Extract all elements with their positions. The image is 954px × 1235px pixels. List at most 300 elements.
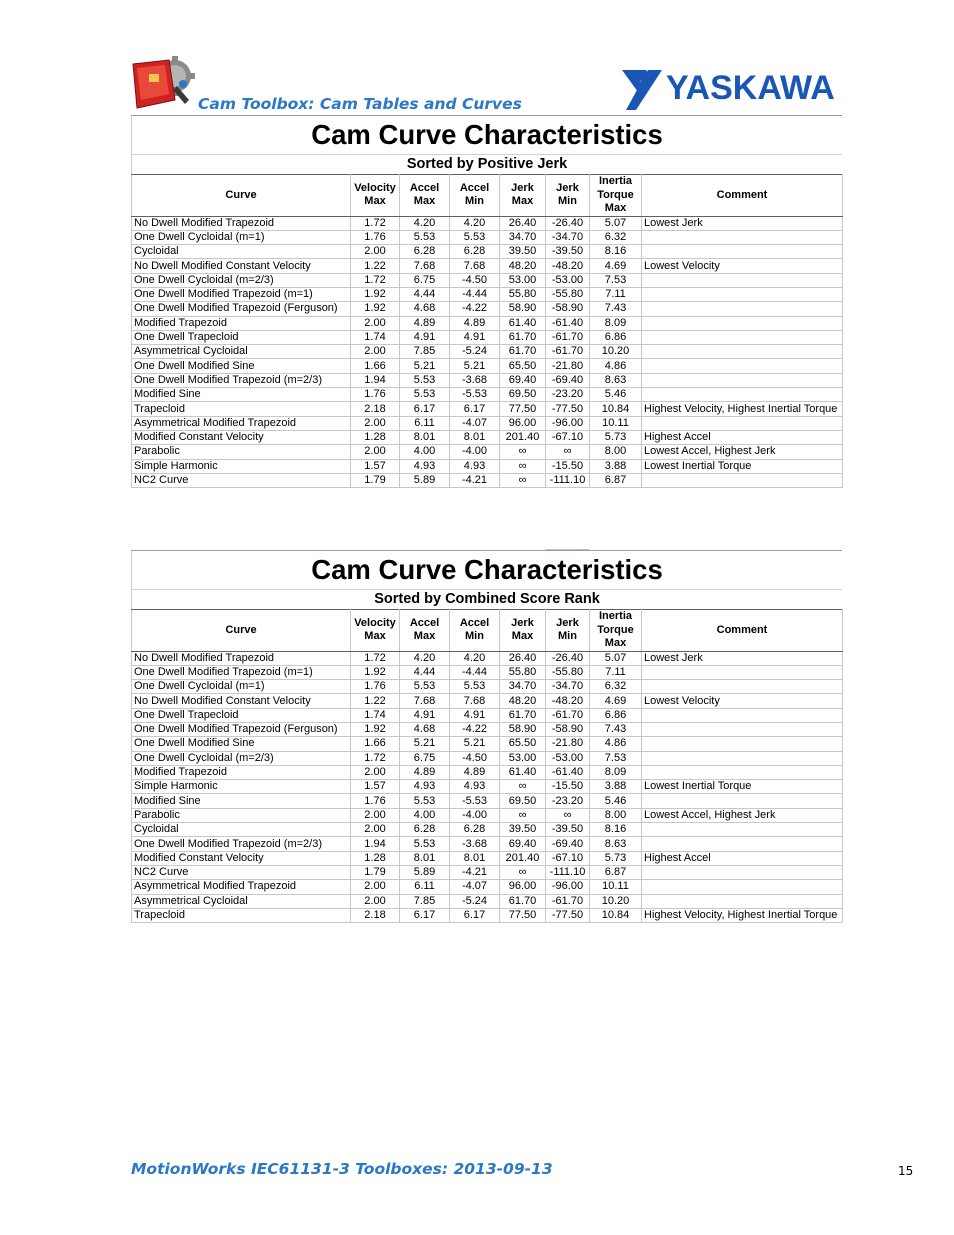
accel-max-cell: 5.21 — [400, 737, 450, 751]
jerk-max-cell: 48.20 — [500, 259, 546, 273]
jerk-max-cell: 77.50 — [500, 908, 546, 922]
jerk-min-cell: -61.70 — [546, 345, 590, 359]
comment-cell: Highest Velocity, Highest Inertial Torque — [642, 908, 843, 922]
curve-name-cell: NC2 Curve — [132, 473, 351, 487]
inertia-torque-max-cell: 10.84 — [590, 908, 642, 922]
accel-max-cell: 6.17 — [400, 908, 450, 922]
inertia-torque-max-cell: 5.07 — [590, 651, 642, 665]
curve-name-cell: No Dwell Modified Constant Velocity — [132, 694, 351, 708]
table-title: Cam Curve Characteristics — [131, 551, 842, 590]
accel-max-cell: 5.89 — [400, 473, 450, 487]
velocity-max-cell: 2.00 — [351, 823, 400, 837]
jerk-max-cell: ∞ — [500, 445, 546, 459]
velocity-max-cell: 1.92 — [351, 722, 400, 736]
cam-curve-table-positive-jerk — [131, 174, 843, 488]
accel-max-cell: 5.53 — [400, 680, 450, 694]
velocity-max-cell: 1.72 — [351, 651, 400, 665]
accel-min-cell: 8.01 — [450, 430, 500, 444]
curve-name-cell: One Dwell Modified Trapezoid (Ferguson) — [132, 302, 351, 316]
comment-cell — [642, 794, 843, 808]
col-accel-min: Accel Min — [450, 610, 500, 652]
velocity-max-cell: 1.72 — [351, 273, 400, 287]
table-row — [132, 430, 843, 444]
jerk-max-cell: 55.80 — [500, 287, 546, 301]
accel-max-cell: 5.21 — [400, 359, 450, 373]
comment-cell — [642, 865, 843, 879]
inertia-torque-max-cell: 8.63 — [590, 373, 642, 387]
velocity-max-cell: 1.92 — [351, 665, 400, 679]
jerk-min-cell: -53.00 — [546, 751, 590, 765]
accel-max-cell: 4.91 — [400, 708, 450, 722]
accel-min-cell: 4.89 — [450, 765, 500, 779]
jerk-min-cell: -39.50 — [546, 823, 590, 837]
accel-max-cell: 4.89 — [400, 765, 450, 779]
inertia-torque-max-cell: 5.07 — [590, 216, 642, 230]
jerk-max-cell: 39.50 — [500, 245, 546, 259]
jerk-max-cell: 34.70 — [500, 680, 546, 694]
velocity-max-cell: 2.00 — [351, 880, 400, 894]
curve-name-cell: Modified Constant Velocity — [132, 851, 351, 865]
accel-max-cell: 7.85 — [400, 345, 450, 359]
jerk-max-cell: 61.70 — [500, 894, 546, 908]
col-comment: Comment — [642, 175, 843, 217]
jerk-min-cell: ∞ — [546, 808, 590, 822]
accel-min-cell: 4.91 — [450, 330, 500, 344]
accel-max-cell: 5.53 — [400, 837, 450, 851]
table-subtitle: Sorted by Combined Score Rank — [131, 590, 842, 609]
table-subtitle: Sorted by Positive Jerk — [131, 155, 842, 174]
jerk-min-cell: -15.50 — [546, 459, 590, 473]
curve-name-cell: Cycloidal — [132, 245, 351, 259]
curve-name-cell: Trapecloid — [132, 908, 351, 922]
curve-name-cell: One Dwell Modified Sine — [132, 359, 351, 373]
accel-max-cell: 6.11 — [400, 880, 450, 894]
yaskawa-logo — [622, 66, 844, 110]
jerk-max-cell: 58.90 — [500, 302, 546, 316]
jerk-max-cell: ∞ — [500, 473, 546, 487]
accel-max-cell: 8.01 — [400, 851, 450, 865]
jerk-max-cell: ∞ — [500, 459, 546, 473]
accel-max-cell: 5.53 — [400, 373, 450, 387]
table-row — [132, 751, 843, 765]
curve-name-cell: Modified Sine — [132, 388, 351, 402]
inertia-torque-max-cell: 10.11 — [590, 416, 642, 430]
accel-max-cell: 5.53 — [400, 794, 450, 808]
inertia-torque-max-cell: 10.84 — [590, 402, 642, 416]
table-row — [132, 680, 843, 694]
jerk-min-cell: -48.20 — [546, 694, 590, 708]
accel-min-cell: 4.93 — [450, 459, 500, 473]
jerk-min-cell: -61.70 — [546, 708, 590, 722]
accel-max-cell: 8.01 — [400, 430, 450, 444]
curve-name-cell: One Dwell Cycloidal (m=1) — [132, 680, 351, 694]
comment-cell — [642, 837, 843, 851]
page-number: 15 — [898, 1164, 914, 1178]
accel-max-cell: 4.44 — [400, 287, 450, 301]
comment-cell — [642, 680, 843, 694]
curve-name-cell: One Dwell Modified Trapezoid (m=2/3) — [132, 837, 351, 851]
inertia-torque-max-cell: 7.11 — [590, 665, 642, 679]
table-row — [132, 402, 843, 416]
jerk-min-cell: -26.40 — [546, 651, 590, 665]
accel-min-cell: 6.28 — [450, 245, 500, 259]
jerk-min-cell: -67.10 — [546, 851, 590, 865]
accel-min-cell: -3.68 — [450, 373, 500, 387]
jerk-min-cell: -26.40 — [546, 216, 590, 230]
table-row — [132, 330, 843, 344]
inertia-torque-max-cell: 7.53 — [590, 273, 642, 287]
jerk-max-cell: 55.80 — [500, 665, 546, 679]
table-row — [132, 230, 843, 244]
accel-max-cell: 7.68 — [400, 259, 450, 273]
comment-cell — [642, 708, 843, 722]
header-title: Cam Toolbox: Cam Tables and Curves — [198, 95, 522, 113]
table-row — [132, 373, 843, 387]
comment-cell: Highest Velocity, Highest Inertial Torque — [642, 402, 843, 416]
jerk-max-cell: 96.00 — [500, 880, 546, 894]
comment-cell: Lowest Accel, Highest Jerk — [642, 445, 843, 459]
accel-max-cell: 5.53 — [400, 230, 450, 244]
curve-name-cell: Asymmetrical Cycloidal — [132, 345, 351, 359]
table-row — [132, 316, 843, 330]
jerk-max-cell: ∞ — [500, 780, 546, 794]
inertia-torque-max-cell: 8.16 — [590, 245, 642, 259]
accel-min-cell: 5.21 — [450, 359, 500, 373]
inertia-torque-max-cell: 10.20 — [590, 894, 642, 908]
col-velocity-max: Velocity Max — [351, 610, 400, 652]
col-jerk-min: Jerk Min — [546, 610, 590, 652]
accel-max-cell: 4.93 — [400, 780, 450, 794]
table-row — [132, 287, 843, 301]
curve-name-cell: Asymmetrical Modified Trapezoid — [132, 880, 351, 894]
col-inertia-torque-max: Inertia Torque Max — [590, 175, 642, 217]
accel-min-cell: 4.20 — [450, 651, 500, 665]
jerk-max-cell: 96.00 — [500, 416, 546, 430]
table-row — [132, 473, 843, 487]
velocity-max-cell: 1.74 — [351, 330, 400, 344]
curve-name-cell: Simple Harmonic — [132, 459, 351, 473]
jerk-max-cell: 53.00 — [500, 273, 546, 287]
jerk-min-cell: -77.50 — [546, 908, 590, 922]
velocity-max-cell: 1.76 — [351, 230, 400, 244]
curve-name-cell: One Dwell Cycloidal (m=1) — [132, 230, 351, 244]
comment-cell: Highest Accel — [642, 851, 843, 865]
jerk-max-cell: 61.70 — [500, 708, 546, 722]
table-row — [132, 216, 843, 230]
jerk-min-cell: -96.00 — [546, 416, 590, 430]
col-accel-max: Accel Max — [400, 610, 450, 652]
table-row — [132, 651, 843, 665]
curve-name-cell: One Dwell Cycloidal (m=2/3) — [132, 273, 351, 287]
jerk-max-cell: 201.40 — [500, 851, 546, 865]
inertia-torque-max-cell: 6.87 — [590, 865, 642, 879]
table-row — [132, 708, 843, 722]
accel-min-cell: 4.93 — [450, 780, 500, 794]
velocity-max-cell: 2.00 — [351, 808, 400, 822]
comment-cell: Lowest Jerk — [642, 651, 843, 665]
comment-cell: Highest Accel — [642, 430, 843, 444]
velocity-max-cell: 2.00 — [351, 894, 400, 908]
comment-cell: Lowest Jerk — [642, 216, 843, 230]
accel-min-cell: -3.68 — [450, 837, 500, 851]
curve-name-cell: Asymmetrical Modified Trapezoid — [132, 416, 351, 430]
table-row — [132, 694, 843, 708]
jerk-min-cell: ∞ — [546, 445, 590, 459]
inertia-torque-max-cell: 5.46 — [590, 388, 642, 402]
accel-min-cell: -5.24 — [450, 345, 500, 359]
velocity-max-cell: 1.92 — [351, 302, 400, 316]
accel-min-cell: 5.53 — [450, 230, 500, 244]
jerk-min-cell: -67.10 — [546, 430, 590, 444]
accel-max-cell: 7.85 — [400, 894, 450, 908]
inertia-torque-max-cell: 7.43 — [590, 722, 642, 736]
jerk-min-cell: -69.40 — [546, 837, 590, 851]
accel-min-cell: -4.21 — [450, 473, 500, 487]
comment-cell — [642, 359, 843, 373]
table-row — [132, 808, 843, 822]
jerk-max-cell: 65.50 — [500, 737, 546, 751]
comment-cell — [642, 373, 843, 387]
comment-cell: Lowest Accel, Highest Jerk — [642, 808, 843, 822]
cam-toolbox-logo-icon — [131, 56, 199, 112]
table-block-1 — [131, 115, 842, 488]
accel-min-cell: 6.17 — [450, 908, 500, 922]
jerk-max-cell: 48.20 — [500, 694, 546, 708]
curve-name-cell: Modified Trapezoid — [132, 765, 351, 779]
accel-min-cell: 4.91 — [450, 708, 500, 722]
jerk-max-cell: 69.40 — [500, 373, 546, 387]
table-row — [132, 359, 843, 373]
comment-cell — [642, 302, 843, 316]
jerk-max-cell: 26.40 — [500, 651, 546, 665]
comment-cell — [642, 245, 843, 259]
curve-name-cell: One Dwell Modified Trapezoid (m=1) — [132, 665, 351, 679]
accel-min-cell: -4.00 — [450, 808, 500, 822]
inertia-torque-max-cell: 10.20 — [590, 345, 642, 359]
velocity-max-cell: 2.18 — [351, 908, 400, 922]
accel-min-cell: -4.44 — [450, 665, 500, 679]
jerk-max-cell: 61.70 — [500, 345, 546, 359]
accel-max-cell: 4.00 — [400, 808, 450, 822]
inertia-torque-max-cell: 8.09 — [590, 765, 642, 779]
accel-max-cell: 6.11 — [400, 416, 450, 430]
jerk-min-cell: -48.20 — [546, 259, 590, 273]
velocity-max-cell: 1.72 — [351, 216, 400, 230]
accel-min-cell: -4.50 — [450, 751, 500, 765]
inertia-torque-max-cell: 7.53 — [590, 751, 642, 765]
jerk-max-cell: 201.40 — [500, 430, 546, 444]
jerk-min-cell: -111.10 — [546, 865, 590, 879]
jerk-max-cell: 69.40 — [500, 837, 546, 851]
velocity-max-cell: 2.00 — [351, 245, 400, 259]
inertia-torque-max-cell: 8.63 — [590, 837, 642, 851]
comment-cell: Lowest Inertial Torque — [642, 459, 843, 473]
comment-cell — [642, 416, 843, 430]
jerk-max-cell: 61.40 — [500, 765, 546, 779]
accel-min-cell: -4.22 — [450, 722, 500, 736]
jerk-max-cell: 69.50 — [500, 794, 546, 808]
velocity-max-cell: 1.94 — [351, 373, 400, 387]
table-row — [132, 259, 843, 273]
inertia-torque-max-cell: 3.88 — [590, 780, 642, 794]
velocity-max-cell: 2.00 — [351, 316, 400, 330]
accel-min-cell: 6.17 — [450, 402, 500, 416]
comment-cell — [642, 737, 843, 751]
curve-name-cell: One Dwell Cycloidal (m=2/3) — [132, 751, 351, 765]
velocity-max-cell: 1.92 — [351, 287, 400, 301]
accel-min-cell: -4.50 — [450, 273, 500, 287]
accel-min-cell: 4.20 — [450, 216, 500, 230]
curve-name-cell: One Dwell Modified Trapezoid (m=1) — [132, 287, 351, 301]
jerk-min-cell: -69.40 — [546, 373, 590, 387]
curve-name-cell: Trapecloid — [132, 402, 351, 416]
col-accel-max: Accel Max — [400, 175, 450, 217]
accel-max-cell: 4.20 — [400, 651, 450, 665]
accel-max-cell: 4.89 — [400, 316, 450, 330]
accel-min-cell: -5.24 — [450, 894, 500, 908]
velocity-max-cell: 1.22 — [351, 259, 400, 273]
accel-max-cell: 4.68 — [400, 302, 450, 316]
comment-cell — [642, 388, 843, 402]
jerk-min-cell: -61.40 — [546, 765, 590, 779]
comment-cell — [642, 330, 843, 344]
curve-name-cell: Parabolic — [132, 445, 351, 459]
inertia-torque-max-cell: 6.32 — [590, 230, 642, 244]
comment-cell — [642, 273, 843, 287]
comment-cell — [642, 316, 843, 330]
curve-name-cell: One Dwell Modified Trapezoid (Ferguson) — [132, 722, 351, 736]
jerk-min-cell: -61.70 — [546, 894, 590, 908]
jerk-min-cell: -39.50 — [546, 245, 590, 259]
comment-cell — [642, 751, 843, 765]
jerk-min-cell: -77.50 — [546, 402, 590, 416]
comment-cell — [642, 230, 843, 244]
col-jerk-max: Jerk Max — [500, 610, 546, 652]
table-row — [132, 245, 843, 259]
comment-cell — [642, 765, 843, 779]
curve-name-cell: Modified Sine — [132, 794, 351, 808]
comment-cell: Lowest Inertial Torque — [642, 780, 843, 794]
accel-min-cell: -4.21 — [450, 865, 500, 879]
col-comment: Comment — [642, 610, 843, 652]
accel-max-cell: 6.75 — [400, 273, 450, 287]
jerk-min-cell: -111.10 — [546, 473, 590, 487]
jerk-max-cell: 34.70 — [500, 230, 546, 244]
accel-max-cell: 6.75 — [400, 751, 450, 765]
velocity-max-cell: 1.22 — [351, 694, 400, 708]
accel-min-cell: -5.53 — [450, 794, 500, 808]
accel-min-cell: -4.07 — [450, 416, 500, 430]
table-row — [132, 894, 843, 908]
curve-name-cell: One Dwell Trapecloid — [132, 330, 351, 344]
accel-max-cell: 4.20 — [400, 216, 450, 230]
col-jerk-max: Jerk Max — [500, 175, 546, 217]
table-title: Cam Curve Characteristics — [131, 116, 842, 155]
accel-max-cell: 4.44 — [400, 665, 450, 679]
comment-cell — [642, 894, 843, 908]
col-inertia-torque-max: Inertia Torque Max — [590, 610, 642, 652]
curve-name-cell: One Dwell Modified Trapezoid (m=2/3) — [132, 373, 351, 387]
footer-text: MotionWorks IEC61131-3 Toolboxes: 2013-09-13 — [131, 1160, 553, 1178]
jerk-min-cell: -34.70 — [546, 230, 590, 244]
inertia-torque-max-cell: 6.86 — [590, 708, 642, 722]
comment-cell — [642, 823, 843, 837]
comment-cell — [642, 473, 843, 487]
velocity-max-cell: 1.76 — [351, 388, 400, 402]
table-row — [132, 780, 843, 794]
table-block-2 — [131, 550, 842, 923]
col-velocity-max: Velocity Max — [351, 175, 400, 217]
comment-cell — [642, 722, 843, 736]
velocity-max-cell: 1.28 — [351, 851, 400, 865]
table-row — [132, 459, 843, 473]
table-row — [132, 302, 843, 316]
accel-max-cell: 4.91 — [400, 330, 450, 344]
inertia-torque-max-cell: 6.86 — [590, 330, 642, 344]
jerk-min-cell: -55.80 — [546, 665, 590, 679]
inertia-torque-max-cell: 8.00 — [590, 445, 642, 459]
velocity-max-cell: 1.57 — [351, 459, 400, 473]
table-row — [132, 416, 843, 430]
curve-name-cell: Modified Trapezoid — [132, 316, 351, 330]
velocity-max-cell: 1.28 — [351, 430, 400, 444]
accel-max-cell: 7.68 — [400, 694, 450, 708]
curve-name-cell: Modified Constant Velocity — [132, 430, 351, 444]
accel-max-cell: 6.17 — [400, 402, 450, 416]
velocity-max-cell: 1.76 — [351, 680, 400, 694]
inertia-torque-max-cell: 5.46 — [590, 794, 642, 808]
comment-cell: Lowest Velocity — [642, 259, 843, 273]
curve-name-cell: NC2 Curve — [132, 865, 351, 879]
table-row — [132, 388, 843, 402]
velocity-max-cell: 1.79 — [351, 473, 400, 487]
jerk-min-cell: -21.80 — [546, 359, 590, 373]
table-row — [132, 273, 843, 287]
table-row — [132, 908, 843, 922]
comment-cell — [642, 665, 843, 679]
accel-min-cell: 4.89 — [450, 316, 500, 330]
curve-name-cell: Asymmetrical Cycloidal — [132, 894, 351, 908]
jerk-max-cell: ∞ — [500, 865, 546, 879]
jerk-min-cell: -34.70 — [546, 680, 590, 694]
jerk-max-cell: 65.50 — [500, 359, 546, 373]
curve-name-cell: One Dwell Modified Sine — [132, 737, 351, 751]
accel-min-cell: -4.00 — [450, 445, 500, 459]
inertia-torque-max-cell: 4.86 — [590, 359, 642, 373]
comment-cell — [642, 345, 843, 359]
inertia-torque-max-cell: 6.32 — [590, 680, 642, 694]
velocity-max-cell: 1.66 — [351, 737, 400, 751]
jerk-max-cell: 61.70 — [500, 330, 546, 344]
jerk-min-cell: -23.20 — [546, 794, 590, 808]
jerk-min-cell: -58.90 — [546, 302, 590, 316]
inertia-torque-max-cell: 5.73 — [590, 430, 642, 444]
col-curve: Curve — [132, 610, 351, 652]
inertia-torque-max-cell: 10.11 — [590, 880, 642, 894]
table-row — [132, 880, 843, 894]
velocity-max-cell: 1.57 — [351, 780, 400, 794]
curve-name-cell: Cycloidal — [132, 823, 351, 837]
table-row — [132, 865, 843, 879]
accel-max-cell: 5.89 — [400, 865, 450, 879]
brand-name: YASKAWA — [666, 69, 835, 107]
jerk-max-cell: 53.00 — [500, 751, 546, 765]
accel-min-cell: -4.22 — [450, 302, 500, 316]
inertia-torque-max-cell: 7.11 — [590, 287, 642, 301]
jerk-max-cell: 58.90 — [500, 722, 546, 736]
velocity-max-cell: 1.94 — [351, 837, 400, 851]
jerk-max-cell: 77.50 — [500, 402, 546, 416]
